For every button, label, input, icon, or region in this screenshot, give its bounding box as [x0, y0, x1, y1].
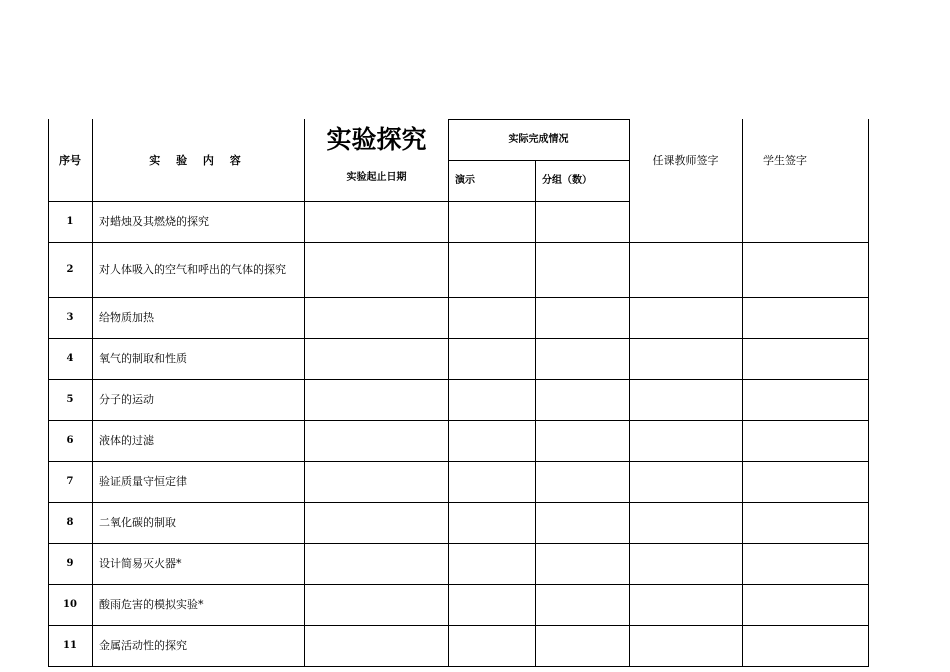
row-experiment-name: 给物质加热	[99, 311, 154, 324]
header-dates: 实验起止日期	[346, 171, 407, 183]
page-title: 实验探究	[326, 124, 427, 154]
grid-hline	[48, 461, 869, 462]
grid-hline	[448, 160, 630, 161]
row-number: 8	[66, 517, 74, 528]
grid-hline	[48, 338, 869, 339]
row-number: 1	[66, 216, 74, 227]
row-number: 9	[66, 558, 74, 569]
grid-hline	[48, 201, 630, 202]
header-seq: 序号	[59, 153, 81, 167]
row-experiment-name: 酸雨危害的模拟实验*	[99, 598, 204, 611]
grid-hline	[48, 242, 869, 243]
header-actual-completion: 实际完成情况	[508, 134, 569, 145]
row-number: 11	[63, 640, 77, 651]
grid-hline	[48, 502, 869, 503]
grid-hline	[448, 119, 630, 120]
row-number: 6	[66, 435, 74, 446]
row-number: 7	[66, 476, 74, 487]
row-number: 3	[66, 312, 74, 323]
grid-hline	[48, 625, 869, 626]
row-number: 5	[66, 394, 74, 405]
row-experiment-name: 对蜡烛及其燃烧的探究	[99, 215, 209, 228]
row-experiment-name: 氧气的制取和性质	[99, 352, 187, 365]
header-group: 分组（数）	[542, 175, 592, 186]
row-experiment-name: 金属活动性的探究	[99, 639, 187, 652]
grid-hline	[48, 420, 869, 421]
header-teacher-signature: 任课教师签字	[652, 153, 719, 167]
grid-hline	[48, 543, 869, 544]
header-demo: 演示	[455, 175, 475, 186]
row-experiment-name: 二氧化碳的制取	[99, 516, 176, 529]
row-experiment-name: 设计简易灭火器*	[99, 557, 182, 570]
grid-vline	[535, 160, 536, 666]
row-number: 4	[66, 353, 74, 364]
row-experiment-name: 验证质量守恒定律	[99, 475, 187, 488]
grid-hline	[48, 297, 869, 298]
row-number: 2	[66, 264, 74, 275]
header-student-signature: 学生签字	[763, 153, 807, 167]
grid-hline	[48, 666, 869, 667]
row-experiment-name: 对人体吸入的空气和呼出的气体的探究	[99, 263, 286, 276]
row-experiment-name: 分子的运动	[99, 393, 154, 406]
grid-hline	[48, 584, 869, 585]
grid-hline	[48, 379, 869, 380]
row-experiment-name: 液体的过滤	[99, 434, 154, 447]
row-number: 10	[63, 599, 77, 610]
header-content: 实 验 内 容	[149, 153, 247, 167]
